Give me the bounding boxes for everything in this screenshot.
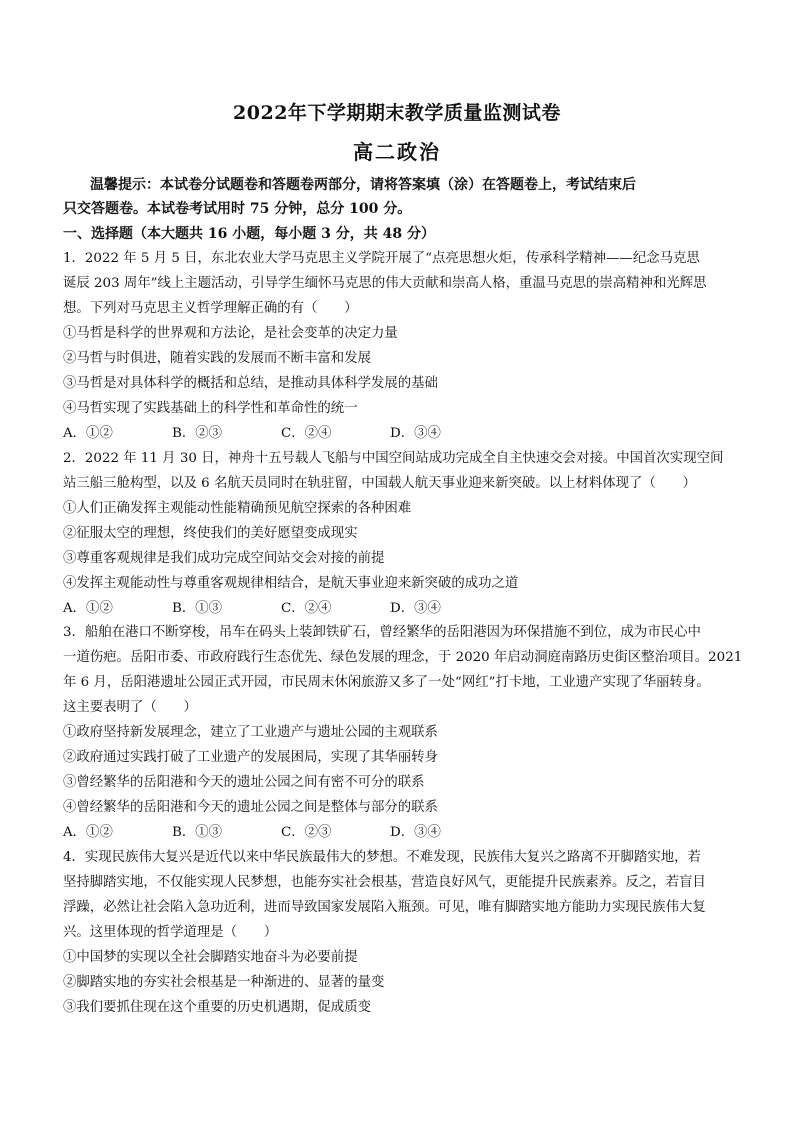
question-2-stem-2: 站三船三舱构型，以及 6 名航天员同时在轨驻留，中国载人航天事业迎来新突破。以上材料体现了（ ）	[63, 476, 696, 491]
question-3-stem-3: 年 6 月，岳阳港遗址公园正式开园，市民周末休闲旅游又多了一处“网红”打卡地，工业遗产实现了华丽转身。	[63, 675, 710, 690]
question-2-statement-1: ①人们正确发挥主观能动性能精确预见航空探索的各种困难	[63, 501, 412, 516]
question-2-stem-1: 2．2022 年 11 月 30 日，神舟十五号载人飞船与中国空间站成功完成全自主快速交会对接。中国首次实现空间	[63, 451, 724, 466]
question-4-stem-1: 4．实现民族伟大复兴是近代以来中华民族最伟大的梦想。不难发现，民族伟大复兴之路离不开脚踏实地，若	[63, 850, 701, 865]
question-1-options	[63, 425, 763, 443]
section-heading: 一、选择题（本大题共 16 小题，每小题 3 分，共 48 分）	[63, 226, 435, 242]
question-4-stem-4: 兴。这里体现的哲学道理是（ ）	[63, 925, 278, 940]
question-2-option-d[interactable]: D．③④	[390, 601, 441, 616]
question-2-statement-4: ④发挥主观能动性与尊重客观规律相结合，是航天事业迎来新突破的成功之道	[63, 576, 519, 591]
question-3-stem-1: 3．船舶在港口不断穿梭，吊车在码头上装卸铁矿石，曾经繁华的岳阳港因为环保措施不到位，成为市民心中	[63, 625, 701, 640]
question-3-statement-3: ③曾经繁华的岳阳港和今天的遗址公园之间有密不可分的联系	[63, 775, 425, 790]
question-3-statement-4: ④曾经繁华的岳阳港和今天的遗址公园之间是整体与部分的联系	[63, 800, 438, 815]
question-1-option-d[interactable]: D．③④	[390, 426, 441, 441]
question-1-option-c[interactable]: C．②④	[281, 426, 332, 441]
question-4-statement-2: ②脚踏实地的夯实社会根基是一种渐进的、显著的量变	[63, 975, 385, 990]
question-1-stem-3: 想。下列对马克思主义哲学理解正确的有（ ）	[63, 301, 358, 316]
question-4-statement-3: ③我们要抓住现在这个重要的历史机遇期，促成质变	[63, 1000, 371, 1015]
question-3-stem-4: 这主要表明了（ ）	[63, 700, 197, 715]
question-1-statement-2: ②马哲与时俱进，随着实践的发展而不断丰富和发展	[63, 351, 371, 366]
question-2-statement-2: ②征服太空的理想，终使我们的美好愿望变成现实	[63, 526, 358, 541]
question-1-statement-3: ③马哲是对具体科学的概括和总结，是推动具体科学发展的基础	[63, 376, 438, 391]
question-3-statement-1: ①政府坚持新发展理念，建立了工业遗产与遗址公园的主观联系	[63, 725, 438, 740]
question-3-option-d[interactable]: D．③④	[390, 825, 441, 840]
question-2-option-a[interactable]: A．①②	[63, 601, 113, 616]
notice-line-2: 只交答题卷。本试卷考试用时 75 分钟，总分 100 分。	[63, 201, 412, 217]
question-1-option-a[interactable]: A．①②	[63, 426, 113, 441]
question-4-stem-3: 浮躁，必然让社会陷入急功近利，进而导致国家发展陷入瓶颈。可见，唯有脚踏实地方能助力实现民族伟大复	[63, 900, 706, 915]
question-1-statement-4: ④马哲实现了实践基础上的科学性和革命性的统一	[63, 401, 358, 416]
question-2-option-c[interactable]: C．②④	[281, 601, 332, 616]
exam-title: 2022年下学期期末教学质量监测试卷	[233, 102, 561, 124]
question-1-statement-1: ①马哲是科学的世界观和方法论，是社会变革的决定力量	[63, 326, 398, 341]
question-3-options	[63, 824, 763, 842]
question-3-option-b[interactable]: B．①③	[172, 825, 223, 840]
question-3-option-c[interactable]: C．②③	[281, 825, 332, 840]
notice-line-1: 温馨提示：本试卷分试题卷和答题卷两部分，请将答案填（涂）在答题卷上，考试结束后	[90, 177, 636, 193]
question-3-option-a[interactable]: A．①②	[63, 825, 113, 840]
question-4-statement-1: ①中国梦的实现以全社会脚踏实地奋斗为必要前提	[63, 950, 358, 965]
question-3-statement-2: ②政府通过实践打破了工业遗产的发展困局，实现了其华丽转身	[63, 750, 438, 765]
question-2-statement-3: ③尊重客观规律是我们成功完成空间站交会对接的前提	[63, 551, 385, 566]
question-1-option-b[interactable]: B．②③	[172, 426, 223, 441]
question-2-options	[63, 600, 763, 618]
question-3-stem-2: 一道伤疤。岳阳市委、市政府践行生态优先、绿色发展的理念，于 2020 年启动洞庭南路历史街区整治项目。2021	[63, 650, 743, 665]
question-1-stem-2: 诞辰 203 周年”线上主题活动，引导学生缅怀马克思的伟大贡献和崇高人格，重温马克思的崇高精神和光辉思	[63, 276, 707, 291]
question-1-stem-1: 1．2022 年 5 月 5 日，东北农业大学马克思主义学院开展了“点亮思想火炬，传承科学精神——纪念马克思	[63, 251, 700, 266]
exam-subject: 高二政治	[353, 140, 441, 164]
question-2-option-b[interactable]: B．①③	[172, 601, 223, 616]
question-4-stem-2: 坚持脚踏实地，不仅能实现人民梦想，也能夯实社会根基，营造良好风气，更能提升民族素养。反之，若盲目	[63, 875, 706, 890]
